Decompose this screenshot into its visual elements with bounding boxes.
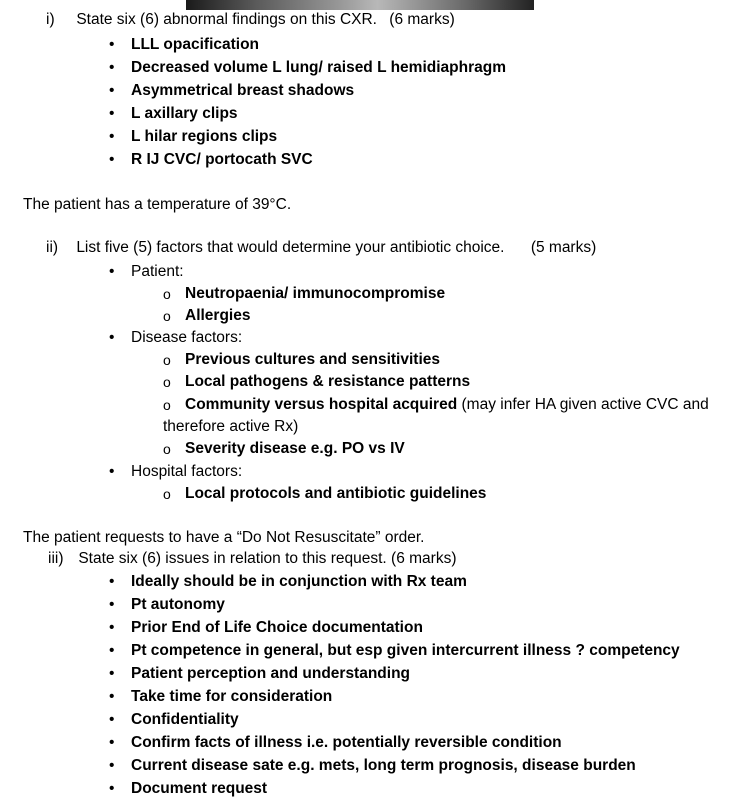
disease-label: • Disease factors: — [131, 328, 242, 348]
question-2 — [46, 238, 596, 258]
disease-item-3 — [185, 395, 709, 415]
answer-3-1: • Ideally should be in conjunction with Rx team — [131, 572, 467, 592]
chest-xray-image-edge — [186, 0, 534, 10]
answer-3-9: • Current disease sate e.g. mets, long term prognosis, disease burden — [131, 756, 636, 776]
question-3-text: State six (6) issues in relation to this request. (6 marks) — [78, 550, 457, 567]
question-3 — [48, 549, 456, 569]
question-1-number: i) — [46, 11, 55, 28]
answer-1-1: • LLL opacification — [131, 35, 259, 55]
patient-item-1: o Neutropaenia/ immunocompromise — [185, 284, 445, 304]
community-bold: Community versus hospital acquired — [185, 396, 458, 413]
answer-1-3: • Asymmetrical breast shadows — [131, 81, 354, 101]
answer-3-10: • Document request — [131, 779, 267, 799]
stem-dnr: The patient requests to have a “Do Not Resuscitate” order. — [23, 529, 425, 546]
answer-3-5: • Patient perception and understanding — [131, 664, 410, 684]
stem-temperature: The patient has a temperature of 39°C. — [23, 196, 292, 213]
question-2-number: ii) — [46, 239, 59, 256]
disease-item-1: o Previous cultures and sensitivities — [185, 350, 440, 370]
answer-1-2: • Decreased volume L lung/ raised L hemidiaphragm — [131, 58, 506, 78]
answer-1-5: • L hilar regions clips — [131, 127, 277, 147]
answer-1-4: • L axillary clips — [131, 104, 238, 124]
answer-3-4: • Pt competence in general, but esp given intercurrent illness ? competency — [131, 641, 680, 661]
hospital-label: • Hospital factors: — [131, 462, 242, 482]
question-3-number: iii) — [48, 550, 64, 567]
community-note-a: (may infer HA given active CVC and — [461, 396, 709, 413]
question-1 — [46, 10, 455, 30]
patient-item-2: o Allergies — [185, 306, 250, 326]
answer-3-2: • Pt autonomy — [131, 595, 225, 615]
disease-item-4: o Severity disease e.g. PO vs IV — [185, 439, 405, 459]
question-2-text: List five (5) factors that would determine your antibiotic choice. — [76, 239, 505, 256]
patient-label: • Patient: — [131, 262, 184, 282]
community-note-b: therefore active Rx) — [163, 418, 299, 435]
answer-3-7: • Confidentiality — [131, 710, 239, 730]
question-2-marks: (5 marks) — [530, 239, 597, 256]
answer-3-8: • Confirm facts of illness i.e. potentially reversible condition — [131, 733, 562, 753]
question-1-marks: (6 marks) — [389, 11, 455, 28]
answer-3-3: • Prior End of Life Choice documentation — [131, 618, 423, 638]
answer-3-6: • Take time for consideration — [131, 687, 332, 707]
answer-1-6: • R IJ CVC/ portocath SVC — [131, 150, 313, 170]
hospital-item-1: o Local protocols and antibiotic guidelines — [185, 484, 486, 504]
question-1-text: State six (6) abnormal findings on this CXR. — [76, 11, 377, 28]
disease-item-2: o Local pathogens & resistance patterns — [185, 372, 470, 392]
